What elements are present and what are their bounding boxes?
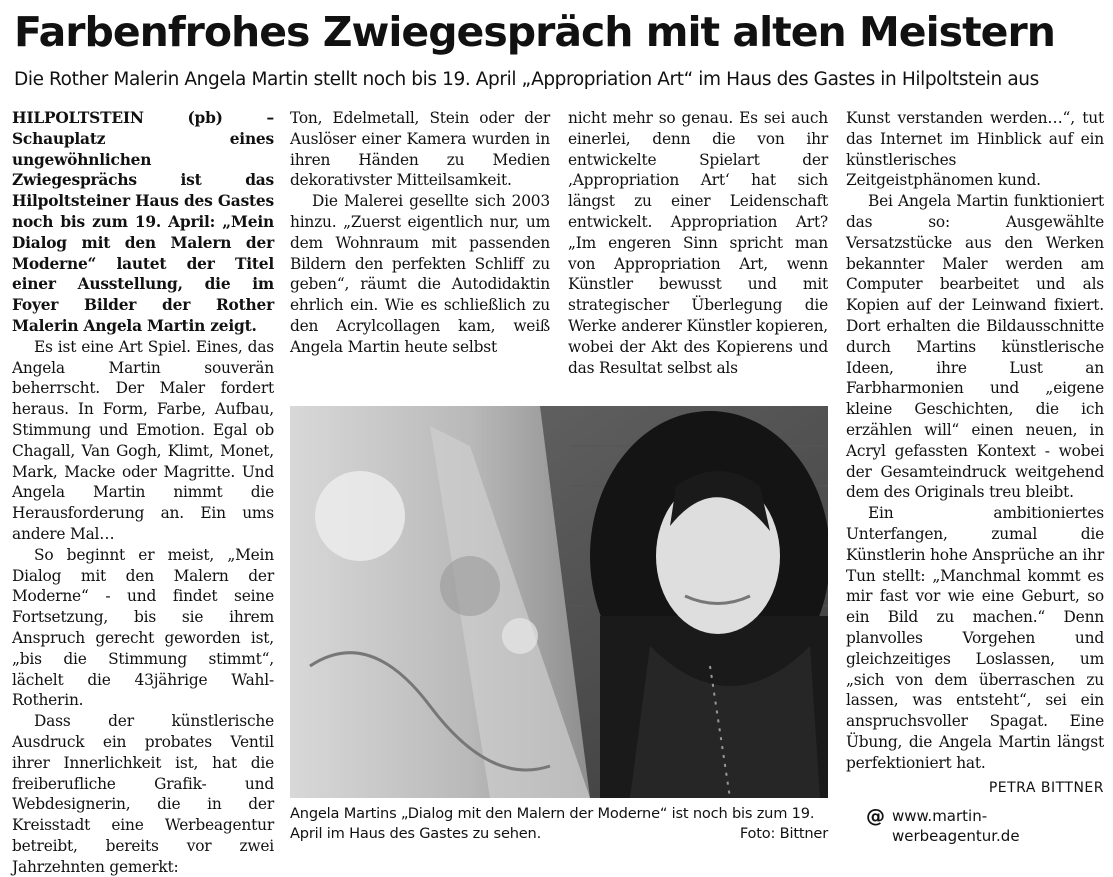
paragraph: Bei Angela Martin funktioniert das so: Ausgewählte Versatzstücke aus den Werken bekannter Maler werden am Computer bearbeitet und als Kopien auf der Leinwand fixiert. Dort erhalten die Bildausschnitte durch Martins künstlerische Ideen, ihre Lust an Farbharmonien und „eigene kleine Geschichten, die ich erzählen will“ einen neuen, in Acryl gefassten Kontext - wobei der Gesamteindruck weitgehend dem des Originals treu bleibt. — [846, 192, 1104, 502]
subheadline: Die Rother Malerin Angela Martin stellt noch bis 19. April „Appropriation Art“ im Haus des Gastes in Hilpoltstein aus — [14, 69, 1039, 90]
article-column-2 — [290, 108, 550, 358]
website-link[interactable]: www.martin-werbeagentur.de — [892, 807, 1020, 845]
paragraph: Kunst verstanden werden…“, tut das Internet im Hinblick auf ein künstlerisches Zeitgeistphänomen kund. — [846, 109, 1104, 190]
paragraph: Dass der künstlerische Ausdruck ein probates Ventil ihrer Innerlichkeit ist, hat die freiberufliche Grafik- und Webdesignerin, die in der Kreisstadt eine Werbeagentur betreibt, bereits vor zwei Jahrzehnten gemerkt: — [12, 712, 274, 876]
at-sign-icon: @ — [866, 805, 885, 827]
article-photo — [290, 406, 828, 798]
paragraph: Ein ambitioniertes Unterfangen, zumal die Künstlerin hohe Ansprüche an ihr Tun stellt: „Manchmal kommt es mir fast vor wie eine Geburt, so ein Bild zu machen.“ Denn planvolles Vorgehen und gleichzeitiges Loslassen, um „sich von dem überraschen zu lassen, was entsteht“, sei ein anspruchsvoller Spagat. Eine Übung, die Angela Martin längst perfektioniert hat. — [846, 504, 1104, 772]
headline: Farbenfrohes Zwiegespräch mit alten Meistern — [14, 8, 1055, 56]
article-column-4 — [846, 108, 1104, 798]
caption-text: Angela Martins „Dialog mit den Malern der Moderne“ ist noch bis zum 19. April im Haus des Gastes zu sehen. — [290, 805, 815, 842]
author-byline: PETRA BITTNER — [988, 779, 1104, 796]
photo-caption — [290, 804, 828, 844]
paragraph: Die Malerei gesellte sich 2003 hinzu. „Zuerst eigentlich nur, um dem Wohnraum mit passenden Bildern den perfekten Schliff zu geben“, räumt die Autodidaktin ehrlich ein. Wie es schließlich zu den Acrylcollagen kam, weiß Angela Martin heute selbst — [290, 192, 550, 356]
paragraph: nicht mehr so genau. Es sei auch einerlei, denn die von ihr entwickelte Spielart der ‚Appropriation Art‘ hat sich längst zu einer Leidenschaft entwickelt. Appropriation Art? „Im engeren Sinn spricht man von Appropriation Art, wenn Künstler bewusst und mit strategischer Überlegung die Werke anderer Künstler kopieren, wobei der Akt des Kopierens und das Resultat selbst als — [568, 109, 828, 377]
paragraph: Es ist eine Art Spiel. Eines, das Angela Martin souverän beherrscht. Der Maler fordert heraus. In Form, Farbe, Aufbau, Stimmung und Emotion. Egal ob Chagall, Van Gogh, Klimt, Monet, Mark, Macke oder Magritte. Und Angela Martin nimmt die Herausforderung an. Ein ums andere Mal… — [12, 337, 274, 543]
article-lead: HILPOLTSTEIN (pb) – Schauplatz eines ungewöhnlichen Zwiegesprächs ist das Hilpoltsteiner Haus des Gastes noch bis zum 19. April: „Mein Dialog mit den Malern der Moderne“ lautet der Titel einer Ausstellung, die im Foyer Bilder der Rother Malerin Angela Martin zeigt. — [12, 109, 274, 335]
article-column-1 — [12, 108, 274, 877]
article-column-3 — [568, 108, 828, 378]
paragraph: Ton, Edelmetall, Stein oder der Auslöser einer Kamera wurden in ihren Händen zu Medien dekorativster Mitteilsamkeit. — [290, 109, 550, 190]
photo-credit: Foto: Bittner — [739, 825, 828, 842]
paragraph: So beginnt er meist, „Mein Dialog mit den Malern der Moderne“ - und findet seine Fortsetzung, bis sie ihrem Anspruch gerecht geworden ist, „bis die Stimmung stimmt“, lächelt die 43jährige Wahl-Rotherin. — [12, 545, 274, 710]
